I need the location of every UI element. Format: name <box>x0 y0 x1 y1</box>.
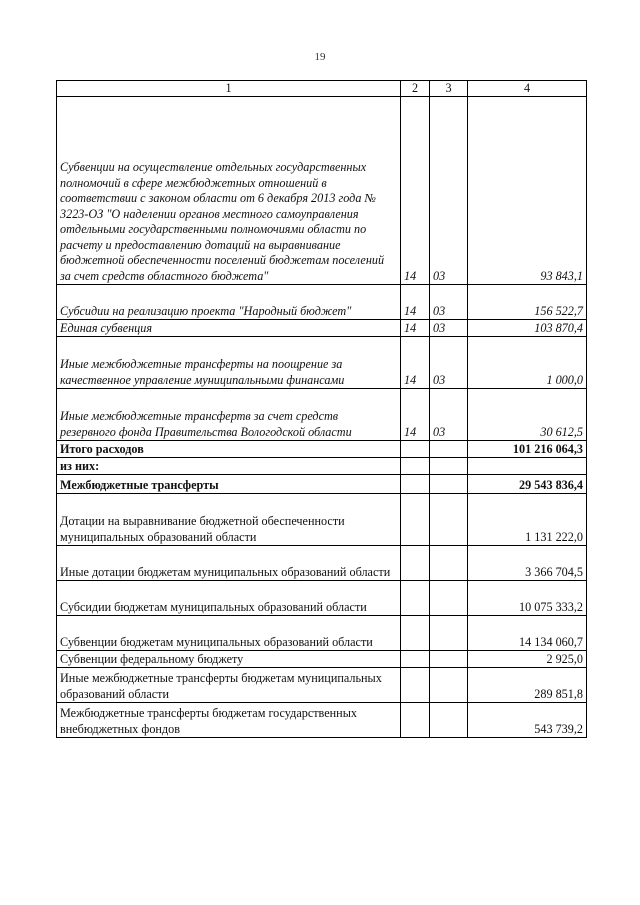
row-subsection-code <box>430 651 468 668</box>
table-row <box>57 581 587 616</box>
row-amount: 29 543 836,4 <box>468 475 587 494</box>
row-amount <box>468 458 587 475</box>
row-description: Иные межбюджетные трансферты бюджетам муниципальных образований области <box>57 668 401 703</box>
row-description: Субвенции на осуществление отдельных государственных полномочий в сфере межбюджетных отношений в соответствии с законом области от 6 декабря 2013 года № 3223-ОЗ "О наделении органов местного самоуправления отдельными государственными полномочиями области по расчету и предоставлению дотаций на выравнивание бюджетной обеспеченности поселений бюджетам поселений за счет средств областного бюджета" <box>57 97 401 285</box>
row-section-code <box>401 494 430 546</box>
row-description: Субсидии на реализацию проекта "Народный бюджет" <box>57 285 401 320</box>
table-row-total <box>57 441 587 458</box>
table-row <box>57 546 587 581</box>
row-section-code <box>401 616 430 651</box>
row-description: Субсидии бюджетам муниципальных образований области <box>57 581 401 616</box>
row-description: Иные межбюджетные трансфертв за счет средств резервного фонда Правительства Вологодской области <box>57 389 401 441</box>
row-description: Межбюджетные трансферты бюджетам государственных внебюджетных фондов <box>57 703 401 738</box>
row-amount: 1 000,0 <box>468 337 587 389</box>
row-amount: 2 925,0 <box>468 651 587 668</box>
table-row <box>57 285 587 320</box>
row-amount: 156 522,7 <box>468 285 587 320</box>
row-section-code <box>401 458 430 475</box>
column-header: 2 <box>401 81 430 97</box>
row-subsection-code <box>430 475 468 494</box>
row-amount: 93 843,1 <box>468 97 587 285</box>
row-section-code: 14 <box>401 285 430 320</box>
row-description: Иные межбюджетные трансферты на поощрение за качественное управление муниципальными финансами <box>57 337 401 389</box>
row-description: Итого расходов <box>57 441 401 458</box>
row-subsection-code: 03 <box>430 320 468 337</box>
row-section-code <box>401 581 430 616</box>
row-description: Субвенции бюджетам муниципальных образований области <box>57 616 401 651</box>
table-row <box>57 703 587 738</box>
row-subsection-code <box>430 581 468 616</box>
column-header: 1 <box>57 81 401 97</box>
row-section-code <box>401 651 430 668</box>
row-subsection-code: 03 <box>430 337 468 389</box>
row-amount: 3 366 704,5 <box>468 546 587 581</box>
row-section-code <box>401 475 430 494</box>
table-row <box>57 616 587 651</box>
row-description: из них: <box>57 458 401 475</box>
row-amount: 30 612,5 <box>468 389 587 441</box>
table-row <box>57 651 587 668</box>
row-subsection-code <box>430 458 468 475</box>
table-row <box>57 458 587 475</box>
row-amount: 1 131 222,0 <box>468 494 587 546</box>
row-subsection-code <box>430 494 468 546</box>
row-subsection-code: 03 <box>430 285 468 320</box>
column-header: 4 <box>468 81 587 97</box>
row-section-code <box>401 703 430 738</box>
row-subsection-code <box>430 616 468 651</box>
row-amount: 10 075 333,2 <box>468 581 587 616</box>
row-subsection-code <box>430 546 468 581</box>
row-description: Субвенции федеральному бюджету <box>57 651 401 668</box>
row-amount: 101 216 064,3 <box>468 441 587 458</box>
table-row-subtotal <box>57 475 587 494</box>
row-amount: 14 134 060,7 <box>468 616 587 651</box>
table-row <box>57 97 587 285</box>
row-subsection-code: 03 <box>430 97 468 285</box>
row-section-code: 14 <box>401 337 430 389</box>
row-section-code: 14 <box>401 389 430 441</box>
table-row <box>57 389 587 441</box>
table-row <box>57 320 587 337</box>
row-description: Иные дотации бюджетам муниципальных образований области <box>57 546 401 581</box>
row-section-code <box>401 441 430 458</box>
row-subsection-code <box>430 668 468 703</box>
row-section-code <box>401 668 430 703</box>
row-section-code: 14 <box>401 97 430 285</box>
row-description: Единая субвенция <box>57 320 401 337</box>
row-description: Межбюджетные трансферты <box>57 475 401 494</box>
budget-table <box>56 80 587 738</box>
page-number: 19 <box>314 51 326 63</box>
row-section-code <box>401 546 430 581</box>
column-header: 3 <box>430 81 468 97</box>
table-row <box>57 494 587 546</box>
table-header-row <box>57 81 587 97</box>
row-subsection-code <box>430 703 468 738</box>
row-section-code: 14 <box>401 320 430 337</box>
row-amount: 289 851,8 <box>468 668 587 703</box>
row-description: Дотации на выравнивание бюджетной обеспеченности муниципальных образований области <box>57 494 401 546</box>
table-row <box>57 337 587 389</box>
row-amount: 103 870,4 <box>468 320 587 337</box>
row-subsection-code <box>430 441 468 458</box>
row-amount: 543 739,2 <box>468 703 587 738</box>
table-row <box>57 668 587 703</box>
row-subsection-code: 03 <box>430 389 468 441</box>
